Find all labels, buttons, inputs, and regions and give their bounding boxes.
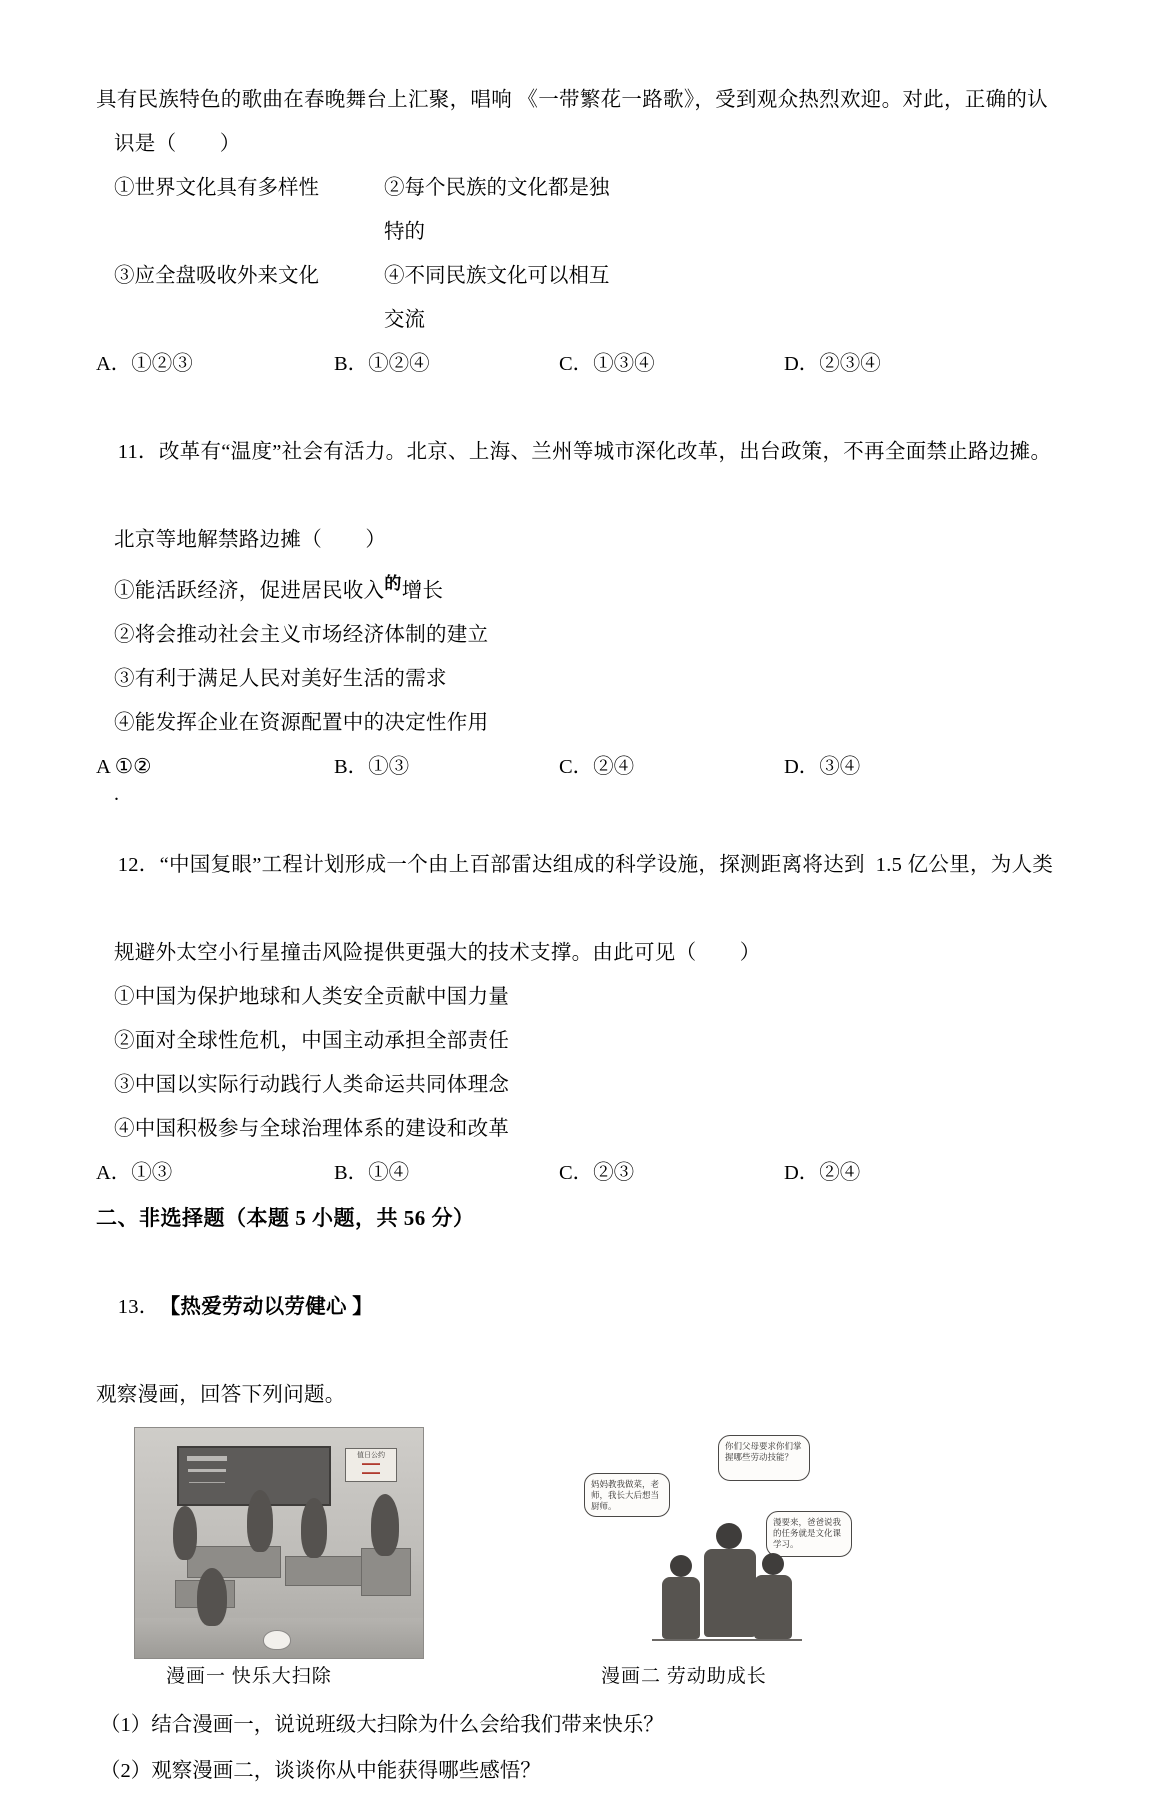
speech-bubble-girl: 漫要来，爸爸说我的任务就是文化课学习。 (766, 1511, 852, 1557)
q10-options (96, 342, 1062, 386)
q10-option-b[interactable]: B．①②④ (334, 353, 430, 375)
q12-stem-line2: 规避外太空小行星撞击风险提供更强大的技术支撑。由此可见（ ） (114, 941, 761, 964)
student-standing-left (173, 1506, 197, 1560)
q10-sub-2: ②每个民族的文化都是独特的 (384, 177, 610, 243)
q11-sub-2: ②将会推动社会主义市场经济体制的建立 (114, 623, 489, 646)
q10-sub-row-2 (96, 254, 1062, 342)
q12-option-a[interactable]: A．①③ (96, 1161, 173, 1184)
q11-stem-line1 (96, 386, 1062, 518)
q11-option-a[interactable]: A ①② (96, 755, 152, 778)
q13-instruction: 观察漫画，回答下列问题。 (96, 1383, 346, 1406)
speech-bubble-boy: 妈妈教我做菜，老师，我长大后想当厨师。 (584, 1473, 670, 1517)
q11-option-b[interactable]: B．①③ (334, 755, 410, 778)
q10-option-a[interactable]: A．①②③ (96, 353, 193, 375)
cat-icon (263, 1630, 291, 1650)
q11-sub-1-tail: 增长 (401, 579, 444, 602)
q10-option-c[interactable]: C．①③④ (559, 353, 655, 375)
q11-sub-3: ③有利于满足人民对美好生活的需求 (114, 667, 447, 690)
q10-option-d[interactable]: D．②③④ (784, 353, 881, 375)
comic-one-caption: 漫画一 快乐大扫除 (166, 1665, 332, 1687)
student-sweeping-front (197, 1568, 227, 1626)
poster-lines-2: ▬▬▬ (362, 1469, 380, 1476)
q13-sub-question-1: （1）结合漫画一，说说班级大扫除为什么会给我们带来快乐？ (100, 1713, 664, 1736)
q12-option-d[interactable]: D．②④ (784, 1161, 861, 1184)
q12-number: 12． (117, 853, 160, 876)
comic-one-image (134, 1427, 424, 1659)
boy-head (670, 1555, 692, 1577)
q11-stem-line2: 北京等地解禁路边摊（ ） (114, 529, 387, 551)
q12-sub-4: ④中国积极参与全球治理体系的建设和改革 (114, 1117, 510, 1140)
q12-option-c[interactable]: C．②③ (559, 1161, 635, 1184)
q12-stem-line1 (96, 799, 1062, 931)
adult-head (716, 1523, 742, 1549)
q13-title: 【热爱劳动以劳健心 】 (159, 1295, 374, 1318)
speech-bubble-interviewer: 你们父母要求你们掌握哪些劳动技能？ (718, 1435, 810, 1481)
ground-line (652, 1639, 802, 1641)
comic-two-caption: 漫画二 劳动助成长 (601, 1665, 767, 1687)
desk-2 (285, 1556, 365, 1586)
q10-stem-line2: 识是（ ） (114, 133, 241, 155)
comics-figure-group (96, 1427, 1062, 1702)
q10-sub-3: ③应全盘吸收外来文化 (114, 265, 319, 287)
desk-1 (187, 1546, 281, 1578)
q12-sub-3: ③中国以实际行动践行人类命运共同体理念 (114, 1073, 510, 1096)
q11-option-c[interactable]: C．②④ (559, 755, 635, 778)
q11-option-d[interactable]: D．③④ (784, 755, 861, 778)
q13-sub-question-2: （2）观察漫画二，谈谈你从中能获得哪些感悟？ (100, 1759, 541, 1782)
boy-body (662, 1577, 700, 1639)
q12-sub-1: ①中国为保护地球和人类安全贡献中国力量 (114, 985, 510, 1008)
section-2-title: 二、非选择题（本题 5 小题，共 56 分） (96, 1205, 475, 1230)
q10-stem-line1: 具有民族特色的歌曲在春晚舞台上汇聚，唱响 《一带繁花一路歌》，受到观众热烈欢迎。对此，正确的认 (96, 89, 1048, 111)
q11-sub-1-sup: 的 (384, 574, 402, 593)
q12-stem-text: “中国复眼”工程计划形成一个由上百部雷达组成的科学设施，探测距离将达到 1.5 亿公里，为人类 (159, 853, 1054, 876)
q11-sub-1-text: ①能活跃经济，促进居民收入 (114, 579, 385, 602)
duty-pledge-poster (345, 1448, 397, 1482)
q13-heading (96, 1241, 1062, 1373)
q12-option-b[interactable]: B．①④ (334, 1161, 410, 1184)
q10-sub-1: ①世界文化具有多样性 (114, 177, 319, 199)
girl-body (754, 1575, 792, 1639)
q11-sub-4: ④能发挥企业在资源配置中的决定性作用 (114, 711, 489, 734)
q12-sub-2: ②面对全球性危机，中国主动承担全部责任 (114, 1029, 510, 1052)
q13-number: 13． (117, 1295, 160, 1318)
poster-lines: ▬▬▬ (362, 1460, 380, 1467)
student-right (371, 1494, 399, 1556)
poster-title: 值日公约 (357, 1450, 385, 1459)
q11-stem-text: 改革有“温度”社会有活力。北京、上海、兰州等城市深化改革，出台政策，不再全面禁止路边摊。 (158, 441, 1052, 463)
comic-two-image (566, 1427, 866, 1657)
q12-options (96, 1151, 1062, 1195)
q11-options (96, 745, 1062, 789)
student-wiping-board (301, 1498, 327, 1558)
q10-sub-4: ④不同民族文化可以相互交流 (384, 265, 610, 331)
q11-number: 11． (117, 441, 159, 463)
stray-period: . (114, 782, 119, 805)
q10-sub-row-1 (96, 166, 1062, 254)
q11-sub-1 (96, 562, 1062, 613)
student-raising-arm (247, 1490, 273, 1552)
girl-head (762, 1553, 784, 1575)
adult-body (704, 1549, 756, 1637)
